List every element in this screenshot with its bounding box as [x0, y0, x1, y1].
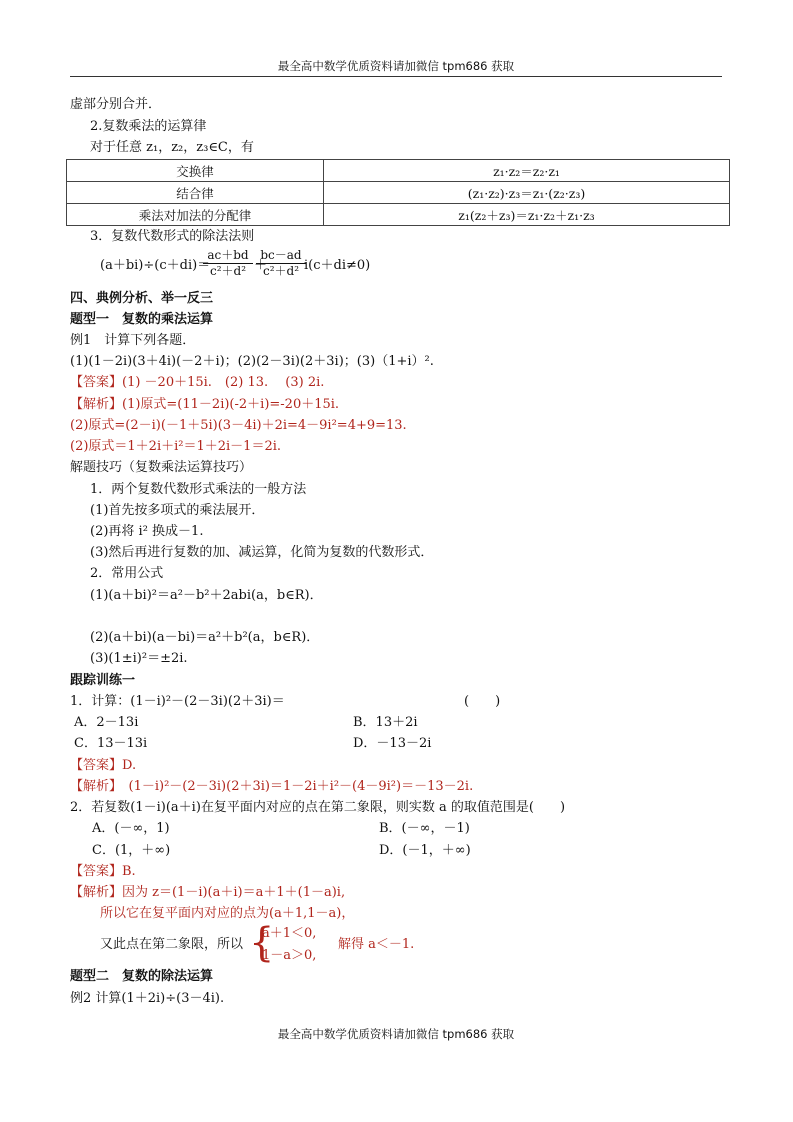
option-b: B．(－∞，－1) — [379, 821, 470, 836]
option-a: A．2－13i — [74, 715, 139, 730]
analysis-line: (2)原式=(2－i)(－1＋5i)(3－4i)＋2i=4－9i²=4+9=13. — [70, 418, 407, 433]
analysis-line: 【解析】 (1－i)²－(2－3i)(2＋3i)＝1－2i＋i²－(4－9i²)＝－13－2i. — [70, 779, 474, 794]
text-line: 又此点在第二象限，所以 — [100, 937, 244, 952]
text-line: (1)(a＋bi)²＝a²－b²＋2abi(a，b∈R)． — [90, 588, 323, 603]
table-row — [67, 160, 730, 182]
page-footer: 最全高中数学优质资料请加微信 tpm686 获取 — [277, 1027, 515, 1041]
text-line: 解题技巧（复数乘法运算技巧） — [70, 460, 253, 475]
system-brace: { — [249, 920, 275, 966]
analysis-line: 【解析】因为 z＝(1－i)(a＋i)＝a＋1＋(1－a)i, — [70, 885, 346, 900]
page-header: 最全高中数学优质资料请加微信 tpm686 获取 — [277, 59, 515, 73]
table-row — [67, 204, 730, 226]
option-b: B．13＋2i — [353, 715, 418, 730]
text-line: 3．复数代数形式的除法法则 — [90, 229, 255, 244]
analysis-conclusion: 解得 a＜－1. — [338, 937, 415, 952]
text-line: (3)然后再进行复数的加、减运算，化简为复数的代数形式． — [90, 545, 434, 560]
fraction-numerator: ac＋bd — [207, 248, 249, 262]
analysis-line: 【解析】(1)原式=(11－2i)(-2＋i)=-20＋15i. — [70, 397, 340, 412]
table-row — [67, 182, 730, 204]
formula-left: (a＋bi)÷(c＋di)＝ — [100, 258, 211, 273]
formula-tail: i(c＋di≠0) — [304, 258, 371, 273]
fraction-real — [203, 248, 253, 279]
law-name: 结合律 — [67, 182, 324, 204]
text-line: 2.复数乘法的运算律 — [90, 119, 207, 134]
fraction-imag — [256, 248, 306, 279]
text-line: (2)(a＋bi)(a－bi)＝a²＋b²(a，b∈R)． — [90, 630, 320, 645]
answer-line: 【答案】D. — [70, 758, 137, 773]
fraction-numerator: bc－ad — [260, 248, 302, 262]
section-heading: 四、典例分析、举一反三 — [70, 291, 214, 306]
answer-line: 【答案】B. — [70, 864, 136, 879]
multiplication-laws-table — [66, 159, 730, 226]
answer-blank: ( ) — [464, 694, 501, 709]
header-divider — [70, 76, 722, 77]
text-line: (1)(1－2i)(3＋4i)(－2＋i)；(2)(2－3i)(2＋3i)；(3)（1+i）². — [70, 354, 434, 369]
answer-line: 【答案】(1) －20＋15i. (2) 13. (3) 2i. — [70, 375, 325, 390]
text-line: 对于任意 z₁，z₂，z₃∈C，有 — [90, 140, 254, 155]
formula-plus: ＋ — [254, 258, 268, 273]
system-row: 1－a＞0, — [262, 948, 317, 963]
text-line: 1．两个复数代数形式乘法的一般方法 — [90, 482, 307, 497]
option-c: C．13－13i — [74, 736, 148, 751]
example-title: 例2 计算(1＋2i)÷(3－4i). — [70, 991, 225, 1006]
text-line: (1)首先按多项式的乘法展开． — [90, 503, 265, 518]
law-formula: (z₁·z₂)·z₃＝z₁·(z₂·z₃) — [324, 182, 730, 204]
option-c: C．(1，＋∞) — [92, 843, 171, 858]
topic-heading: 题型一 复数的乘法运算 — [70, 312, 214, 327]
section-heading: 跟踪训练一 — [70, 673, 136, 688]
example-title: 例1 计算下列各题． — [70, 333, 196, 348]
fraction-denominator: c²＋d² — [256, 263, 306, 279]
question-1: 1．计算：(1－i)²－(2－3i)(2＋3i)＝ — [70, 694, 285, 709]
fraction-denominator: c²＋d² — [203, 263, 253, 279]
text-line: (3)(1±i)²＝±2i. — [90, 651, 188, 666]
option-d: D．－13－2i — [353, 736, 432, 751]
text-line: 2．常用公式 — [90, 566, 164, 581]
system-row: a＋1＜0, — [262, 926, 317, 941]
option-a: A．(－∞，1) — [92, 821, 170, 836]
question-2: 2．若复数(1－i)(a＋i)在复平面内对应的点在第二象限，则实数 a 的取值范围是( ) — [70, 800, 566, 815]
option-d: D．(－1，＋∞) — [379, 843, 471, 858]
text-line: (2)再将 i² 换成－1. — [90, 524, 204, 539]
analysis-line: 所以它在复平面内对应的点为(a＋1,1－a)， — [100, 906, 355, 921]
text-line: 虚部分别合并． — [70, 97, 162, 112]
analysis-line: (2)原式＝1＋2i＋i²＝1＋2i－1＝2i. — [70, 439, 282, 454]
law-formula: z₁·z₂＝z₂·z₁ — [324, 160, 730, 182]
topic-heading: 题型二 复数的除法运算 — [70, 969, 214, 984]
law-name: 交换律 — [67, 160, 324, 182]
law-formula: z₁(z₂＋z₃)＝z₁·z₂＋z₁·z₃ — [324, 204, 730, 226]
law-name: 乘法对加法的分配律 — [67, 204, 324, 226]
